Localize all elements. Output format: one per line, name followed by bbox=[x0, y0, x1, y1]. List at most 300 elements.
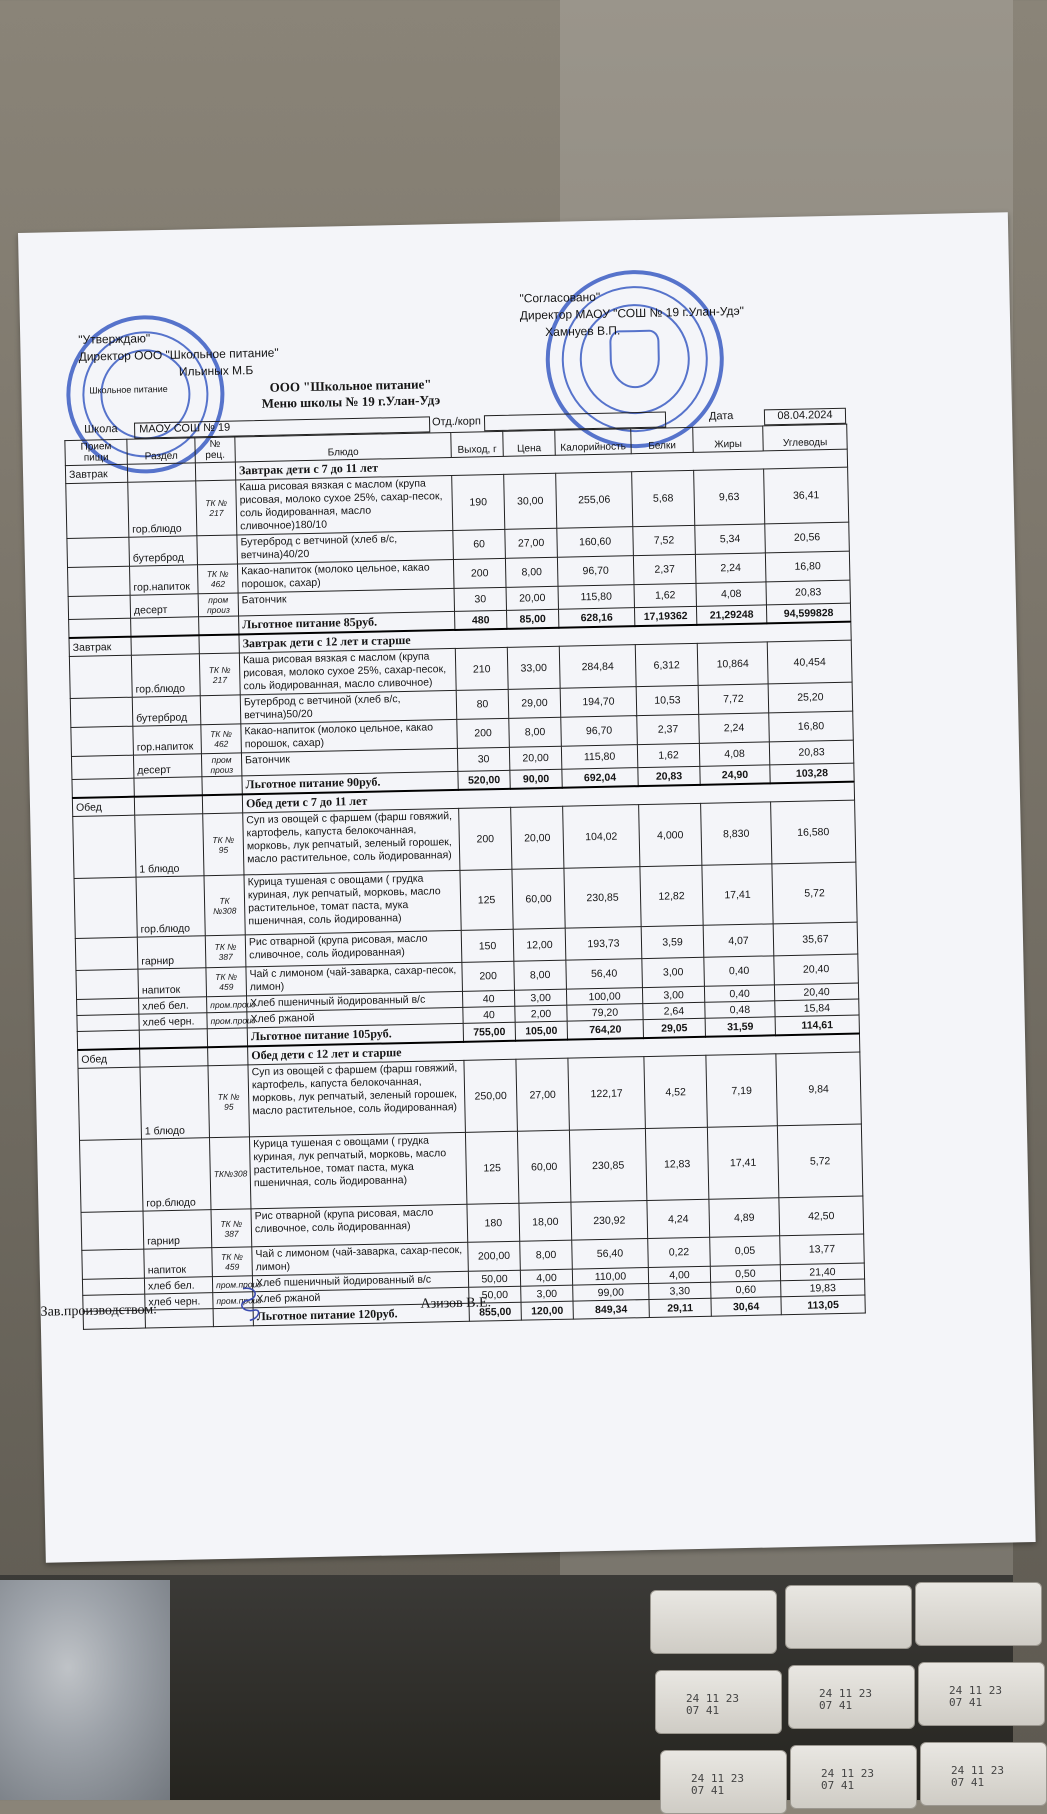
dish-cell: Чай с лимоном (чай-заварка, сахар-песок, лимон) bbox=[246, 962, 463, 996]
kcal-cell: 230,85 bbox=[569, 1129, 646, 1203]
packaged-box bbox=[785, 1585, 912, 1649]
col-header: Цена bbox=[503, 430, 556, 456]
output-cell: 200,00 bbox=[468, 1241, 521, 1271]
kcal-cell: 284,84 bbox=[559, 645, 636, 689]
empty-cell bbox=[80, 1139, 143, 1212]
empty-cell bbox=[208, 1046, 248, 1065]
empty-cell bbox=[69, 655, 132, 698]
output-cell: 30 bbox=[454, 587, 506, 611]
col-header: Раздел bbox=[127, 438, 196, 464]
fat-cell: 2,24 bbox=[699, 713, 770, 743]
total-label: Льготное питание 105руб. bbox=[247, 1023, 463, 1046]
fat-cell: 0,05 bbox=[710, 1236, 781, 1266]
fat-cell: 4,89 bbox=[709, 1198, 780, 1237]
section-cell: напиток bbox=[144, 1248, 213, 1278]
carb-cell: 40,454 bbox=[767, 640, 852, 684]
fat-cell: 7,19 bbox=[706, 1054, 777, 1127]
section-cell: 1 блюдо bbox=[135, 814, 204, 877]
protein-cell: 3,30 bbox=[649, 1282, 711, 1299]
empty-cell bbox=[134, 795, 202, 815]
output-cell: 210 bbox=[455, 647, 508, 690]
recipe-cell: пром.произ bbox=[212, 1276, 252, 1293]
total-price: 85,00 bbox=[507, 609, 559, 629]
output-cell: 180 bbox=[467, 1203, 520, 1242]
output-cell: 30 bbox=[457, 747, 509, 771]
empty-cell bbox=[77, 998, 139, 1015]
section-cell: хлеб черн. bbox=[139, 1013, 207, 1030]
school-label: Школа bbox=[84, 422, 118, 436]
meal-label: Обед bbox=[72, 797, 134, 817]
section-cell: гарнир bbox=[143, 1210, 212, 1249]
total-fat: 30,64 bbox=[711, 1297, 781, 1316]
protein-cell: 4,000 bbox=[639, 803, 702, 866]
section-heading: Обед дети с 7 до 11 лет bbox=[242, 782, 854, 813]
dish-cell: Каша рисовая вязкая с маслом (крупа рисовая, молоко сухое 25%, сахар-песок, соль йодированная, масло сливочное)180/10 bbox=[236, 475, 453, 535]
total-carb: 103,28 bbox=[770, 763, 854, 783]
fat-cell: 0,48 bbox=[705, 1001, 775, 1018]
protein-cell: 10,53 bbox=[636, 685, 699, 715]
approval-left-line2: Директор ООО "Школьное питание" bbox=[78, 345, 279, 364]
dish-cell: Хлеб ржаной bbox=[247, 1007, 463, 1028]
empty-cell bbox=[202, 776, 242, 795]
empty-cell bbox=[73, 815, 136, 878]
protein-cell: 6,312 bbox=[635, 643, 698, 686]
price-cell: 12,00 bbox=[513, 928, 566, 961]
section-cell: хлеб бел. bbox=[144, 1277, 212, 1294]
carb-cell: 13,77 bbox=[780, 1234, 865, 1265]
total-label: Льготное питание 120руб. bbox=[253, 1303, 469, 1326]
section-cell: напиток bbox=[138, 968, 207, 998]
protein-cell: 4,24 bbox=[647, 1199, 710, 1238]
recipe-cell: ТК № 217 bbox=[199, 653, 240, 696]
kcal-cell: 122,17 bbox=[568, 1057, 645, 1131]
date-label: Дата bbox=[708, 410, 734, 423]
fat-cell: 17,41 bbox=[702, 864, 773, 925]
recipe-cell: пром.произ bbox=[207, 996, 247, 1013]
kcal-cell: 100,00 bbox=[566, 988, 642, 1006]
price-cell: 33,00 bbox=[507, 646, 560, 689]
price-cell: 8,00 bbox=[509, 717, 562, 747]
output-cell: 40 bbox=[462, 990, 514, 1007]
price-cell: 8,00 bbox=[505, 557, 558, 587]
kcal-cell: 96,70 bbox=[561, 716, 638, 747]
dish-cell: Бутерброд с ветчиной (хлеб в/с, ветчина)50/20 bbox=[240, 690, 457, 724]
kcal-cell: 79,20 bbox=[567, 1004, 643, 1022]
section-cell: гор.блюдо bbox=[131, 654, 200, 697]
carb-cell: 20,83 bbox=[766, 580, 850, 605]
recipe-cell: ТК № 217 bbox=[196, 480, 237, 536]
approval-right-line1: "Согласовано" bbox=[519, 289, 601, 306]
empty-cell bbox=[76, 969, 139, 999]
dish-cell: Хлеб ржаной bbox=[253, 1287, 469, 1308]
empty-cell bbox=[131, 635, 199, 655]
total-protein: 29,05 bbox=[643, 1018, 705, 1038]
recipe-cell: ТК № 387 bbox=[211, 1209, 252, 1248]
col-header: Калорийность bbox=[555, 429, 632, 456]
protein-cell: 2,37 bbox=[637, 714, 700, 744]
carb-cell: 19,83 bbox=[781, 1279, 865, 1297]
carb-cell: 20,40 bbox=[774, 983, 858, 1001]
kcal-cell: 115,80 bbox=[561, 745, 637, 770]
fat-cell: 10,864 bbox=[697, 642, 768, 685]
empty-cell bbox=[81, 1211, 144, 1250]
empty-cell bbox=[199, 634, 239, 653]
output-cell: 60 bbox=[453, 529, 506, 559]
output-cell: 200 bbox=[459, 807, 512, 870]
box-date-label: 24 11 23 07 41 bbox=[821, 1767, 874, 1792]
protein-cell: 3,59 bbox=[641, 925, 704, 958]
fat-cell: 7,72 bbox=[698, 684, 769, 714]
recipe-cell: пром.произ bbox=[207, 1012, 247, 1029]
price-cell: 30,00 bbox=[504, 473, 557, 529]
empty-cell bbox=[67, 537, 130, 567]
date-value: 08.04.2024 bbox=[764, 408, 846, 426]
kcal-cell: 160,60 bbox=[557, 527, 634, 558]
recipe-cell: пром произ bbox=[198, 593, 238, 617]
meal-label: Обед bbox=[78, 1049, 140, 1069]
empty-cell bbox=[202, 794, 242, 813]
col-header: Блюдо bbox=[235, 432, 451, 462]
protein-cell: 3,00 bbox=[642, 957, 705, 987]
box-date-label: 24 11 23 07 41 bbox=[819, 1687, 872, 1712]
dish-cell: Курица тушеная с овощами ( грудка куриная, лук репчатый, морковь, масло растительное, томат паста, мука пшеничная, соль йодированна) bbox=[249, 1132, 466, 1209]
signature-role: Зав.производством: bbox=[40, 1302, 158, 1320]
recipe-cell: ТК № 459 bbox=[212, 1247, 253, 1277]
dish-cell: Суп из овощей с фаршем (фарш говяжий, картофель, капуста белокочанная, морковь, лук репчатый, зеленый горошек, масло растительное, соль йодированная) bbox=[248, 1060, 465, 1137]
carb-cell: 16,580 bbox=[771, 800, 856, 864]
protein-cell: 2,64 bbox=[643, 1002, 705, 1019]
total-kcal: 628,16 bbox=[558, 608, 634, 628]
total-fat: 24,90 bbox=[700, 765, 770, 785]
col-header: Углеводы bbox=[763, 424, 848, 451]
recipe-cell: ТК № 387 bbox=[205, 935, 246, 968]
kcal-cell: 194,70 bbox=[560, 687, 637, 718]
output-cell: 50,00 bbox=[469, 1286, 521, 1303]
section-cell: десерт bbox=[133, 754, 201, 778]
price-cell: 3,00 bbox=[514, 989, 566, 1006]
price-cell: 60,00 bbox=[517, 1130, 570, 1203]
empty-cell bbox=[134, 777, 202, 797]
dish-cell: Чай с лимоном (чай-заварка, сахар-песок, лимон) bbox=[252, 1242, 469, 1276]
signature-scribble bbox=[235, 1284, 266, 1323]
kcal-cell: 96,70 bbox=[557, 556, 634, 587]
section-cell: гор.блюдо bbox=[142, 1138, 211, 1211]
empty-cell bbox=[66, 482, 129, 538]
protein-cell: 12,83 bbox=[645, 1127, 708, 1200]
menu-sheet bbox=[18, 212, 1036, 1562]
total-protein: 17,19362 bbox=[634, 606, 696, 626]
empty-cell bbox=[199, 616, 239, 635]
total-output: 755,00 bbox=[463, 1022, 515, 1042]
empty-cell bbox=[71, 755, 133, 779]
protein-cell: 1,62 bbox=[637, 743, 699, 767]
section-cell: десерт bbox=[130, 594, 198, 618]
recipe-cell bbox=[197, 535, 238, 565]
dish-cell: Суп из овощей с фаршем (фарш говяжий, картофель, капуста белокочанная, морковь, лук репчатый, зеленый горошек, масло растительное, соль йодированная) bbox=[243, 808, 460, 875]
total-protein: 29,11 bbox=[649, 1298, 711, 1317]
recipe-cell: ТК № 95 bbox=[208, 1065, 249, 1138]
carb-cell: 9,84 bbox=[776, 1052, 861, 1126]
box-date-label: 24 11 23 07 41 bbox=[949, 1684, 1002, 1709]
plastic-bag bbox=[0, 1580, 170, 1800]
price-cell: 60,00 bbox=[512, 868, 565, 929]
empty-cell bbox=[69, 618, 131, 638]
total-label: Льготное питание 85руб. bbox=[239, 611, 455, 634]
fat-cell: 2,24 bbox=[695, 553, 766, 583]
output-cell: 250,00 bbox=[464, 1059, 517, 1132]
output-cell: 190 bbox=[452, 474, 505, 530]
packaged-box bbox=[915, 1582, 1042, 1646]
fat-cell: 0,40 bbox=[704, 985, 774, 1002]
approval-right-line3: Хамнуев В.П. bbox=[545, 323, 621, 339]
total-label: Льготное питание 90руб. bbox=[242, 771, 458, 794]
total-output: 855,00 bbox=[469, 1302, 521, 1321]
carb-cell: 21,40 bbox=[780, 1263, 864, 1281]
meal-label: Завтрак bbox=[69, 637, 131, 657]
recipe-cell: ТК №308 bbox=[204, 875, 245, 936]
approval-left-line4: Школьное питание bbox=[89, 383, 168, 396]
empty-cell bbox=[70, 697, 133, 727]
stacked-boxes bbox=[660, 1570, 1013, 1800]
dish-cell: Батончик bbox=[238, 588, 454, 616]
empty-cell bbox=[68, 595, 130, 619]
col-header: № рец. bbox=[195, 437, 236, 463]
fat-cell: 4,08 bbox=[696, 582, 766, 606]
recipe-cell: пром.произ bbox=[213, 1292, 253, 1309]
kcal-cell: 230,92 bbox=[571, 1201, 648, 1241]
section-cell: гор.напиток bbox=[130, 565, 199, 595]
box-date-label: 24 11 23 07 41 bbox=[686, 1692, 739, 1717]
packaged-box bbox=[788, 1665, 915, 1729]
carb-cell: 15,84 bbox=[775, 999, 859, 1017]
dish-cell: Бутерброд с ветчиной (хлеб в/с, ветчина)40/20 bbox=[237, 530, 454, 564]
carb-cell: 42,50 bbox=[779, 1196, 864, 1236]
price-cell: 4,00 bbox=[520, 1269, 572, 1286]
price-cell: 20,00 bbox=[511, 806, 564, 869]
protein-cell: 7,52 bbox=[633, 525, 696, 555]
packaged-box bbox=[655, 1670, 782, 1734]
fat-cell: 17,41 bbox=[707, 1126, 778, 1199]
fat-cell: 4,08 bbox=[699, 742, 769, 766]
protein-cell: 1,62 bbox=[634, 583, 696, 607]
empty-cell bbox=[72, 778, 134, 798]
section-heading: Обед дети с 12 лет и старше bbox=[248, 1034, 860, 1065]
total-output: 480 bbox=[455, 610, 507, 630]
empty-cell bbox=[139, 1029, 207, 1049]
output-cell: 125 bbox=[465, 1131, 518, 1204]
output-cell: 200 bbox=[462, 961, 515, 991]
total-price: 90,00 bbox=[510, 769, 562, 789]
section-cell: бутерброд bbox=[132, 696, 201, 726]
carb-cell: 20,40 bbox=[774, 954, 859, 985]
packaged-box bbox=[650, 1590, 777, 1654]
empty-cell bbox=[195, 462, 235, 481]
section-heading: Завтрак дети с 12 лет и старше bbox=[239, 622, 851, 653]
output-cell: 80 bbox=[456, 689, 509, 719]
protein-cell: 4,52 bbox=[644, 1055, 707, 1128]
dish-cell: Батончик bbox=[241, 748, 457, 776]
school-value: МАОУ СОШ № 19 bbox=[134, 416, 430, 438]
empty-cell bbox=[82, 1249, 145, 1279]
dish-cell: Хлеб пшеничный йодированный в/с bbox=[247, 991, 463, 1012]
section-heading: Завтрак дети с 7 до 11 лет bbox=[235, 449, 847, 480]
col-header: Белки bbox=[631, 427, 694, 453]
carb-cell: 5,72 bbox=[777, 1124, 862, 1198]
fat-cell: 0,50 bbox=[710, 1265, 780, 1282]
total-fat: 21,29248 bbox=[696, 605, 766, 625]
empty-cell bbox=[77, 1030, 139, 1050]
carb-cell: 35,67 bbox=[773, 922, 858, 956]
packaged-box bbox=[790, 1745, 917, 1809]
section-cell: хлеб бел. bbox=[139, 997, 207, 1014]
total-kcal: 692,04 bbox=[562, 768, 638, 788]
total-kcal: 764,20 bbox=[567, 1020, 643, 1040]
section-cell: хлеб черн. bbox=[145, 1293, 213, 1310]
empty-cell bbox=[75, 937, 138, 970]
section-cell: гор.напиток bbox=[133, 725, 202, 755]
carb-cell: 36,41 bbox=[764, 467, 849, 524]
approval-left-line3: Ильиных М.Б bbox=[178, 363, 254, 379]
price-cell: 18,00 bbox=[519, 1202, 572, 1241]
recipe-cell bbox=[200, 695, 241, 725]
kcal-cell: 255,06 bbox=[556, 472, 633, 529]
price-cell: 8,00 bbox=[520, 1240, 573, 1270]
recipe-cell: ТК № 459 bbox=[206, 967, 247, 997]
total-output: 520,00 bbox=[458, 770, 510, 790]
output-cell: 50,00 bbox=[468, 1270, 520, 1287]
carb-cell: 5,72 bbox=[772, 862, 857, 924]
empty-cell bbox=[71, 726, 134, 756]
total-price: 120,00 bbox=[521, 1301, 573, 1320]
menu-title: Меню школы № 19 г.Улан-Удэ bbox=[261, 392, 441, 411]
packaged-box bbox=[660, 1750, 787, 1814]
kcal-cell: 56,40 bbox=[572, 1239, 649, 1270]
output-cell: 125 bbox=[460, 869, 513, 930]
approval-right bbox=[519, 286, 744, 342]
price-cell: 27,00 bbox=[516, 1058, 569, 1131]
box-date-label: 24 11 23 07 41 bbox=[951, 1764, 1004, 1789]
section-cell: гарнир bbox=[137, 936, 206, 969]
fat-cell: 0,60 bbox=[711, 1281, 781, 1298]
kcal-cell: 104,02 bbox=[563, 805, 640, 869]
dish-cell: Какао-напиток (молоко цельное, какао порошок, сахар) bbox=[237, 559, 454, 593]
meal-label: Завтрак bbox=[65, 464, 127, 483]
dept-label: Отд./корп bbox=[431, 415, 482, 429]
kcal-cell: 99,00 bbox=[573, 1284, 649, 1302]
carb-cell: 25,20 bbox=[768, 682, 853, 713]
empty-cell bbox=[207, 1028, 247, 1047]
output-cell: 200 bbox=[453, 558, 506, 588]
section-cell: гор.блюдо bbox=[136, 876, 205, 937]
carb-cell: 16,80 bbox=[769, 711, 854, 742]
signature-name: Азизов В.Е. bbox=[420, 1295, 492, 1312]
section-cell: бутерброд bbox=[129, 536, 198, 566]
protein-cell: 0,22 bbox=[648, 1237, 711, 1267]
empty-cell bbox=[140, 1047, 208, 1067]
dish-cell: Рис отварной (крупа рисовая, масло сливочное, соль йодированная) bbox=[251, 1204, 468, 1247]
kcal-cell: 56,40 bbox=[566, 959, 643, 990]
carb-cell: 16,80 bbox=[765, 551, 850, 582]
kcal-cell: 230,85 bbox=[564, 867, 641, 929]
fat-cell: 8,830 bbox=[701, 802, 772, 865]
kcal-cell: 110,00 bbox=[572, 1268, 648, 1286]
output-cell: 200 bbox=[457, 718, 510, 748]
recipe-cell: ТК № 462 bbox=[197, 564, 238, 594]
dish-cell: Хлеб пшеничный йодированный в/с bbox=[252, 1271, 468, 1292]
total-carb: 114,61 bbox=[775, 1015, 859, 1035]
total-fat: 31,59 bbox=[705, 1017, 775, 1037]
dish-cell: Курица тушеная с овощами ( грудка куриная, лук репчатый, морковь, масло растительное, томат паста, мука пшеничная, соль йодированна) bbox=[244, 870, 461, 935]
price-cell: 27,00 bbox=[505, 528, 558, 558]
price-cell: 8,00 bbox=[514, 960, 567, 990]
fat-cell: 9,63 bbox=[694, 469, 765, 525]
protein-cell: 3,00 bbox=[642, 986, 704, 1003]
section-cell: 1 блюдо bbox=[140, 1066, 209, 1139]
price-cell: 2,00 bbox=[515, 1005, 567, 1022]
dish-cell: Какао-напиток (молоко цельное, какао порошок, сахар) bbox=[241, 719, 458, 753]
fat-cell: 0,40 bbox=[704, 956, 775, 986]
price-cell: 20,00 bbox=[506, 586, 558, 610]
section-cell: гор.блюдо bbox=[128, 481, 197, 537]
output-cell: 150 bbox=[461, 929, 514, 962]
total-kcal: 849,34 bbox=[573, 1300, 649, 1320]
empty-cell bbox=[82, 1278, 144, 1295]
packaged-box bbox=[918, 1662, 1045, 1726]
total-protein: 20,83 bbox=[638, 766, 700, 786]
empty-cell bbox=[68, 566, 131, 596]
kcal-cell: 193,73 bbox=[565, 927, 642, 961]
col-header: Жиры bbox=[693, 426, 764, 452]
carb-cell: 20,83 bbox=[769, 740, 853, 765]
output-cell: 40 bbox=[463, 1006, 515, 1023]
company-name: ООО "Школьное питание" bbox=[269, 376, 432, 395]
price-cell: 29,00 bbox=[508, 688, 561, 718]
protein-cell: 4,00 bbox=[648, 1266, 710, 1283]
packaged-box bbox=[920, 1742, 1047, 1806]
total-carb: 94,599828 bbox=[766, 603, 850, 623]
empty-cell bbox=[127, 463, 195, 482]
carb-cell: 20,56 bbox=[765, 522, 850, 553]
empty-cell bbox=[74, 877, 137, 938]
dish-cell: Каша рисовая вязкая с маслом (крупа рисовая, молоко сухое 25%, сахар-песок, соль йодированная, масло сливочное) bbox=[239, 648, 456, 695]
recipe-cell: ТК № 95 bbox=[203, 813, 244, 876]
protein-cell: 5,68 bbox=[632, 470, 695, 526]
protein-cell: 2,37 bbox=[633, 554, 696, 584]
approval-left-line1: "Утверждаю" bbox=[78, 331, 151, 347]
dish-cell: Рис отварной (крупа рисовая, масло сливочное, соль йодированная) bbox=[245, 930, 462, 967]
empty-cell bbox=[77, 1014, 139, 1031]
recipe-cell: пром произ bbox=[201, 753, 241, 777]
box-date-label: 24 11 23 07 41 bbox=[691, 1772, 744, 1797]
approval-right-line2: Директор МАОУ "СОШ № 19 г.Улан-Удэ" bbox=[519, 303, 745, 323]
recipe-cell: ТК № 462 bbox=[201, 724, 242, 754]
kcal-cell: 115,80 bbox=[558, 585, 634, 610]
price-cell: 3,00 bbox=[521, 1285, 573, 1302]
price-cell: 20,00 bbox=[509, 746, 561, 770]
fat-cell: 5,34 bbox=[695, 524, 766, 554]
menu-table bbox=[64, 424, 865, 1330]
approval-left bbox=[78, 328, 279, 400]
total-carb: 113,05 bbox=[781, 1295, 865, 1315]
protein-cell: 12,82 bbox=[640, 865, 703, 926]
empty-cell bbox=[78, 1067, 141, 1140]
total-price: 105,00 bbox=[515, 1021, 567, 1041]
recipe-cell: ТК№308 bbox=[209, 1137, 250, 1210]
fat-cell: 4,07 bbox=[703, 924, 774, 957]
col-header: Прием пищи bbox=[65, 439, 128, 465]
document-title bbox=[261, 376, 440, 412]
col-header: Выход, г bbox=[451, 431, 504, 457]
